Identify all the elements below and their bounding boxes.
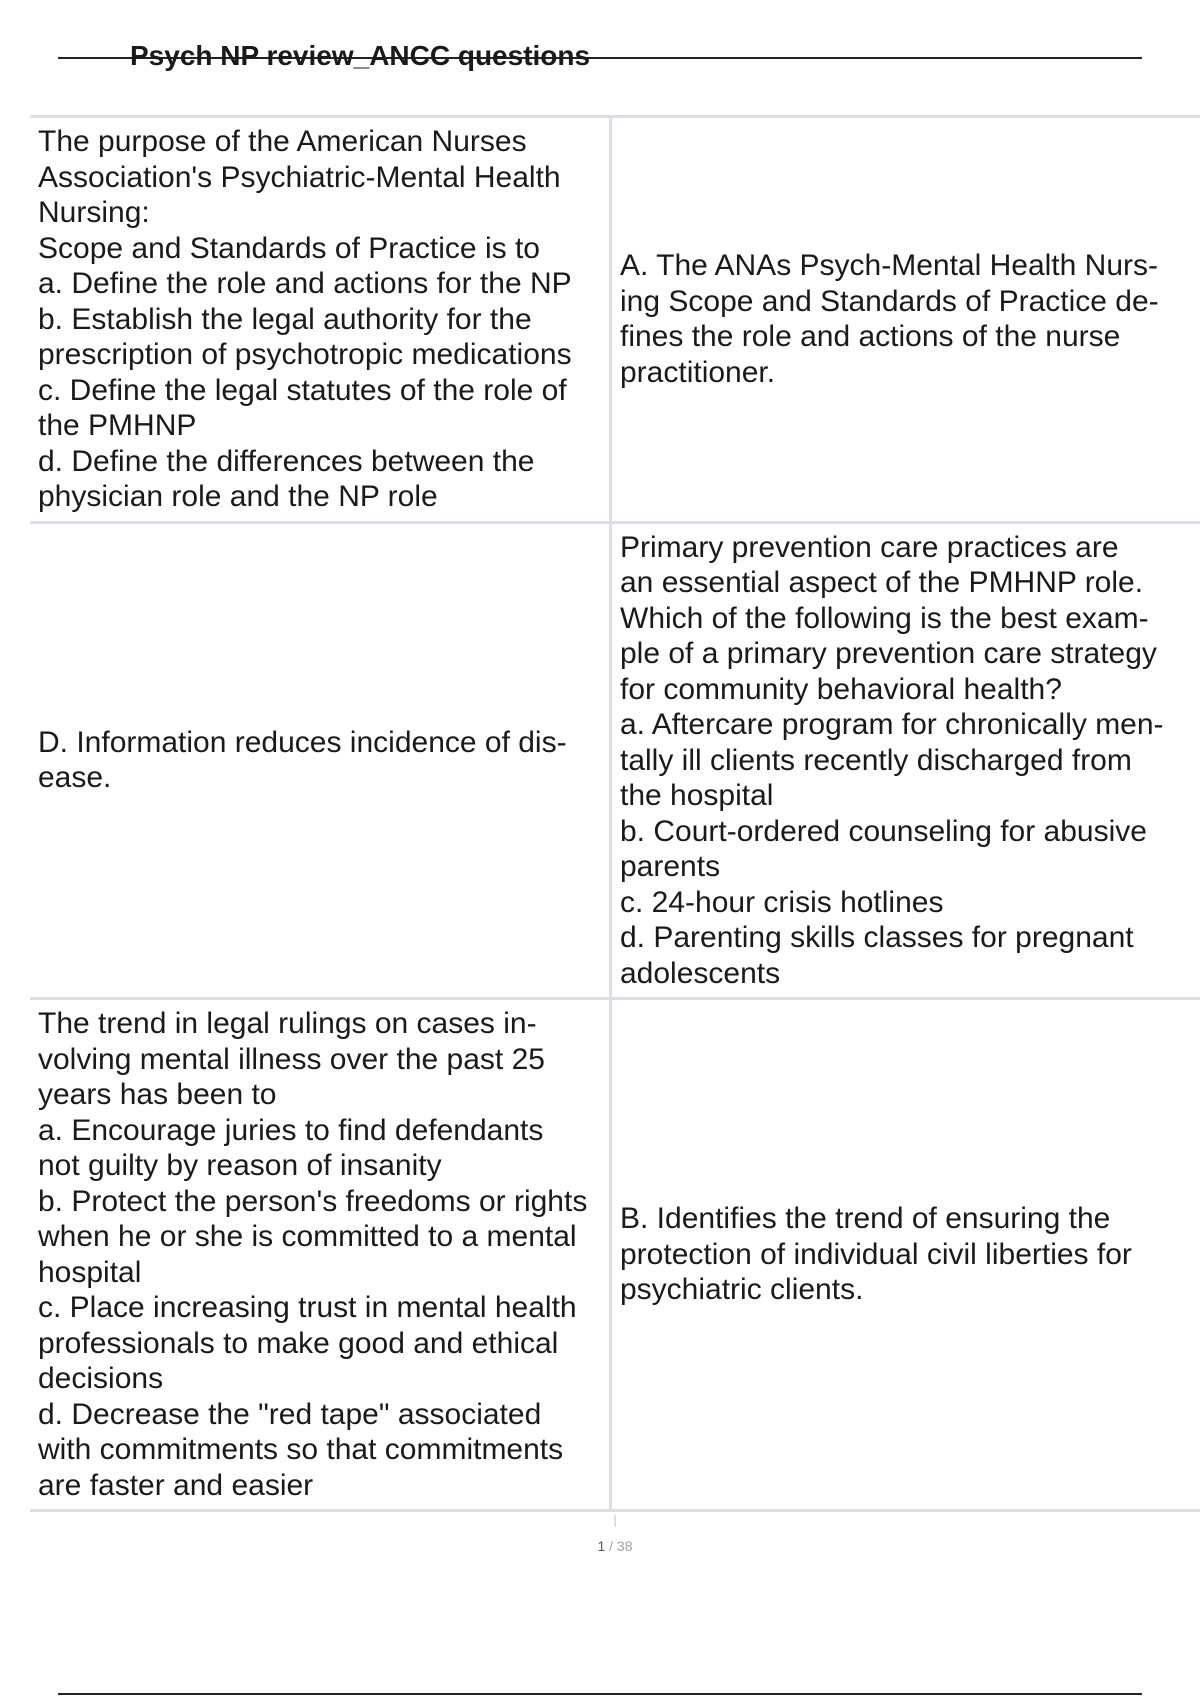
term-cell bbox=[30, 1000, 612, 1509]
cell-text-line: ple of a primary prevention care strategy bbox=[620, 637, 1157, 670]
cell-text-line: prescription of psychotropic medications bbox=[38, 338, 572, 371]
term-cell bbox=[30, 118, 612, 521]
cell-text-line: when he or she is committed to a mental bbox=[38, 1220, 577, 1253]
cell-text-line: protection of individual civil liberties for bbox=[620, 1237, 1132, 1271]
table-row bbox=[30, 118, 1200, 524]
cell-text-line: b. Protect the person's freedoms or rights bbox=[38, 1184, 588, 1218]
cell-text-line: The purpose of the American Nurses bbox=[38, 125, 527, 158]
cell-text-line: adolescents bbox=[620, 956, 781, 990]
cell-text-line: ease. bbox=[38, 761, 112, 795]
cell-text-line: Primary prevention care practices are bbox=[620, 530, 1119, 564]
page-total: / 38 bbox=[609, 1538, 633, 1554]
cell-text-line: with commitments so that commitments bbox=[38, 1433, 564, 1466]
cell-text-line: c. Place increasing trust in mental health bbox=[38, 1291, 577, 1324]
cell-text-line: b. Establish the legal authority for the bbox=[38, 302, 532, 336]
definition-cell bbox=[612, 118, 1200, 521]
cell-text-line: practitioner. bbox=[620, 355, 776, 389]
cell-text-line: parents bbox=[620, 850, 721, 883]
cell-text-line: the PMHNP bbox=[38, 409, 197, 442]
cell-text-line: Scope and Standards of Practice is to bbox=[38, 231, 540, 265]
document-header bbox=[58, 36, 1142, 76]
cell-text-line: not guilty by reason of insanity bbox=[38, 1149, 442, 1182]
table-row bbox=[30, 1000, 1200, 1512]
cell-text-line: d. Decrease the "red tape" associated bbox=[38, 1397, 542, 1431]
cell-text-line: b. Court-ordered counseling for abusive bbox=[620, 814, 1147, 848]
document-title: Psych NP review_ANCC questions bbox=[130, 40, 591, 71]
page-current: 1 bbox=[597, 1538, 606, 1554]
cell-text-line: Which of the following is the best exam- bbox=[620, 601, 1149, 635]
cell-text-line: A. The ANAs Psych-Mental Health Nurs- bbox=[620, 249, 1158, 283]
term-cell bbox=[30, 524, 612, 998]
footer-rule bbox=[58, 1693, 1142, 1695]
cell-text-line: an essential aspect of the PMHNP role. bbox=[620, 566, 1144, 599]
definition-cell bbox=[612, 524, 1200, 998]
cell-text-line: Association's Psychiatric-Mental Health bbox=[38, 160, 561, 194]
cell-text-line: a. Aftercare program for chronically men- bbox=[620, 708, 1164, 741]
cell-text-line: d. Parenting skills classes for pregnant bbox=[620, 921, 1134, 954]
cell-text-line: volving mental illness over the past 25 bbox=[38, 1042, 545, 1076]
cell-text-line: psychiatric clients. bbox=[620, 1273, 864, 1307]
table-row bbox=[30, 524, 1200, 1001]
cell-text-line: The trend in legal rulings on cases in- bbox=[38, 1007, 537, 1040]
cell-text-line: professionals to make good and ethical bbox=[38, 1326, 559, 1360]
cell-text-line: c. Define the legal statutes of the role of bbox=[38, 373, 567, 407]
cell-text-line: a. Encourage juries to find defendants bbox=[38, 1113, 544, 1147]
cell-text-line: the hospital bbox=[620, 779, 774, 812]
cell-text-line: D. Information reduces incidence of dis- bbox=[38, 725, 567, 759]
cell-text-line: years has been to bbox=[38, 1078, 277, 1111]
definition-cell bbox=[612, 1000, 1200, 1509]
cell-text-line: physician role and the NP role bbox=[38, 480, 438, 513]
cell-text-line: Nursing: bbox=[38, 196, 150, 229]
page-divider-mark bbox=[614, 1515, 616, 1527]
cell-text-line: c. 24-hour crisis hotlines bbox=[620, 885, 944, 919]
cell-text-line: ing Scope and Standards of Practice de- bbox=[620, 284, 1159, 318]
cell-text-line: fines the role and actions of the nurse bbox=[620, 320, 1121, 354]
cell-text-line: B. Identifies the trend of ensuring the bbox=[620, 1202, 1111, 1236]
cell-text-line: d. Define the differences between the bbox=[38, 444, 535, 478]
page-indicator bbox=[560, 1538, 670, 1554]
cell-text-line: hospital bbox=[38, 1255, 142, 1289]
cell-text-line: a. Define the role and actions for the NP bbox=[38, 267, 572, 300]
cell-text-line: for community behavioral health? bbox=[620, 672, 1062, 706]
cell-text-line: tally ill clients recently discharged from bbox=[620, 743, 1132, 777]
cell-text-line: decisions bbox=[38, 1362, 164, 1395]
qa-table bbox=[30, 115, 1200, 1512]
cell-text-line: are faster and easier bbox=[38, 1468, 314, 1502]
